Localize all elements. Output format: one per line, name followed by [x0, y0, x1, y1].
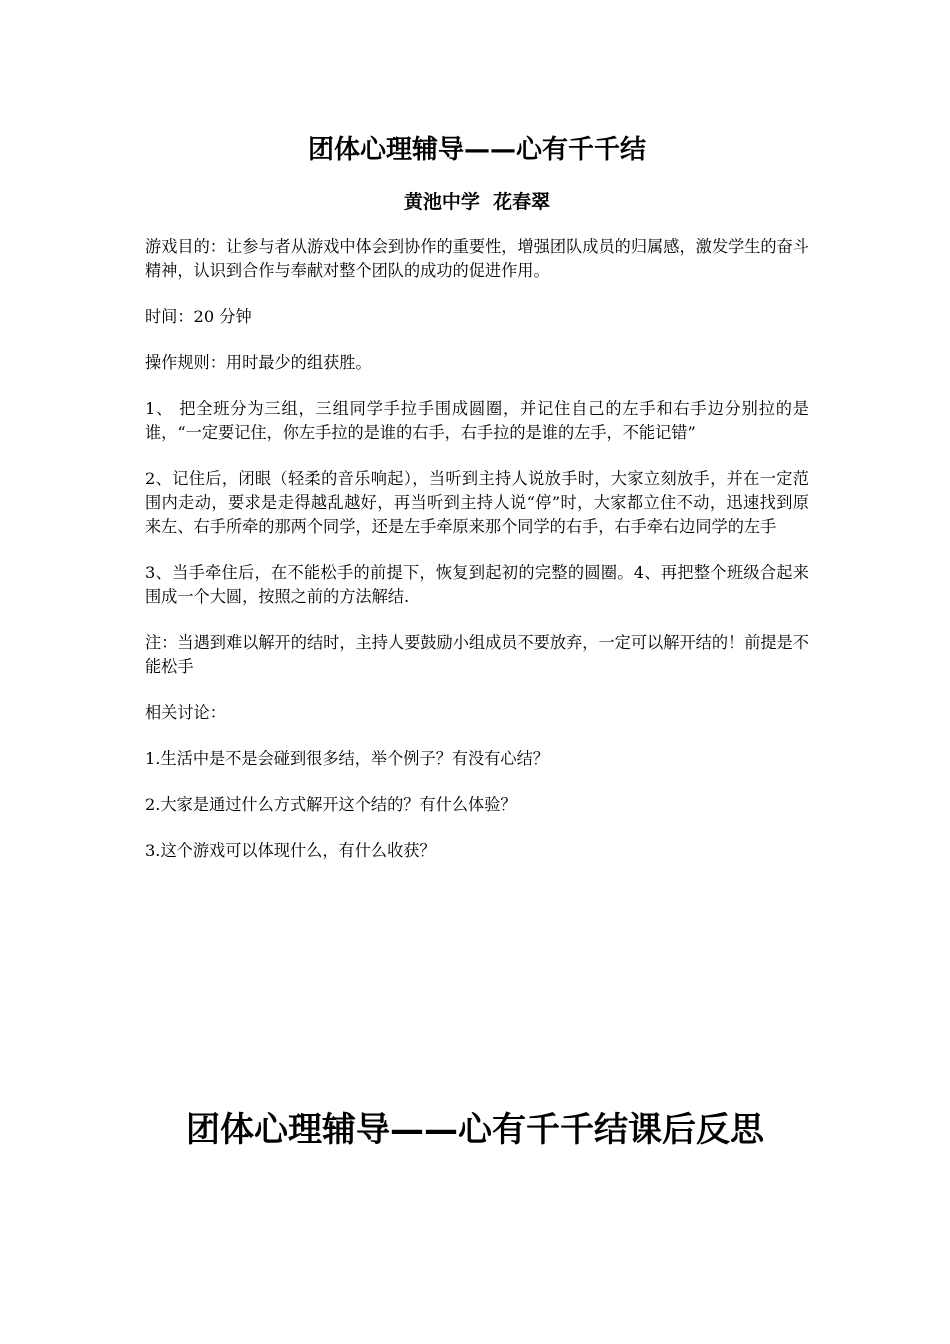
- paragraph-purpose: 游戏目的：让参与者从游戏中体会到协作的重要性，增强团队成员的归属感，激发学生的奋斗精神，认识到合作与奉献对整个团队的成功的促进作用。: [145, 237, 809, 280]
- reflection-title: 团体心理辅导——心有千千结课后反思: [186, 1110, 764, 1150]
- paragraph-time: 时间：20 分钟: [145, 307, 252, 326]
- discussion-question-2: 2.大家是通过什么方式解开这个结的？有什么体验？: [145, 795, 517, 814]
- paragraph-step-1: 1、 把全班分为三组，三组同学手拉手围成圆圈，并记住自己的左手和右手边分别拉的是谁，“一定要记住，你左手拉的是谁的右手，右手拉的是谁的左手，不能记错”: [145, 399, 809, 442]
- author-line: 黄池中学 花春翠: [403, 191, 551, 213]
- paragraph-step-3: 3、当手牵住后，在不能松手的前提下，恢复到起初的完整的圆圈。4、再把整个班级合起来围成一个大圆，按照之前的方法解结.: [145, 563, 809, 606]
- paragraph-note: 注：当遇到难以解开的结时，主持人要鼓励小组成员不要放弃，一定可以解开结的！前提是不能松手: [145, 633, 809, 676]
- paragraph-step-2: 2、记住后，闭眼（轻柔的音乐响起），当听到主持人说放手时，大家立刻放手，并在一定范围内走动，要求是走得越乱越好，再当听到主持人说“停”时，大家都立住不动，迅速找到原来左、右手所牵的那两个同学，还是左手牵原来那个同学的右手，右手牵右边同学的左手: [145, 469, 809, 536]
- discussion-question-3: 3.这个游戏可以体现什么，有什么收获？: [145, 841, 436, 860]
- discussion-label: 相关讨论：: [145, 703, 226, 722]
- discussion-question-1: 1.生活中是不是会碰到很多结，举个例子？有没有心结？: [145, 749, 549, 768]
- document-body: [145, 133, 809, 885]
- document-title: 团体心理辅导——心有千千结: [307, 135, 646, 165]
- paragraph-rules: 操作规则：用时最少的组获胜。: [145, 353, 372, 372]
